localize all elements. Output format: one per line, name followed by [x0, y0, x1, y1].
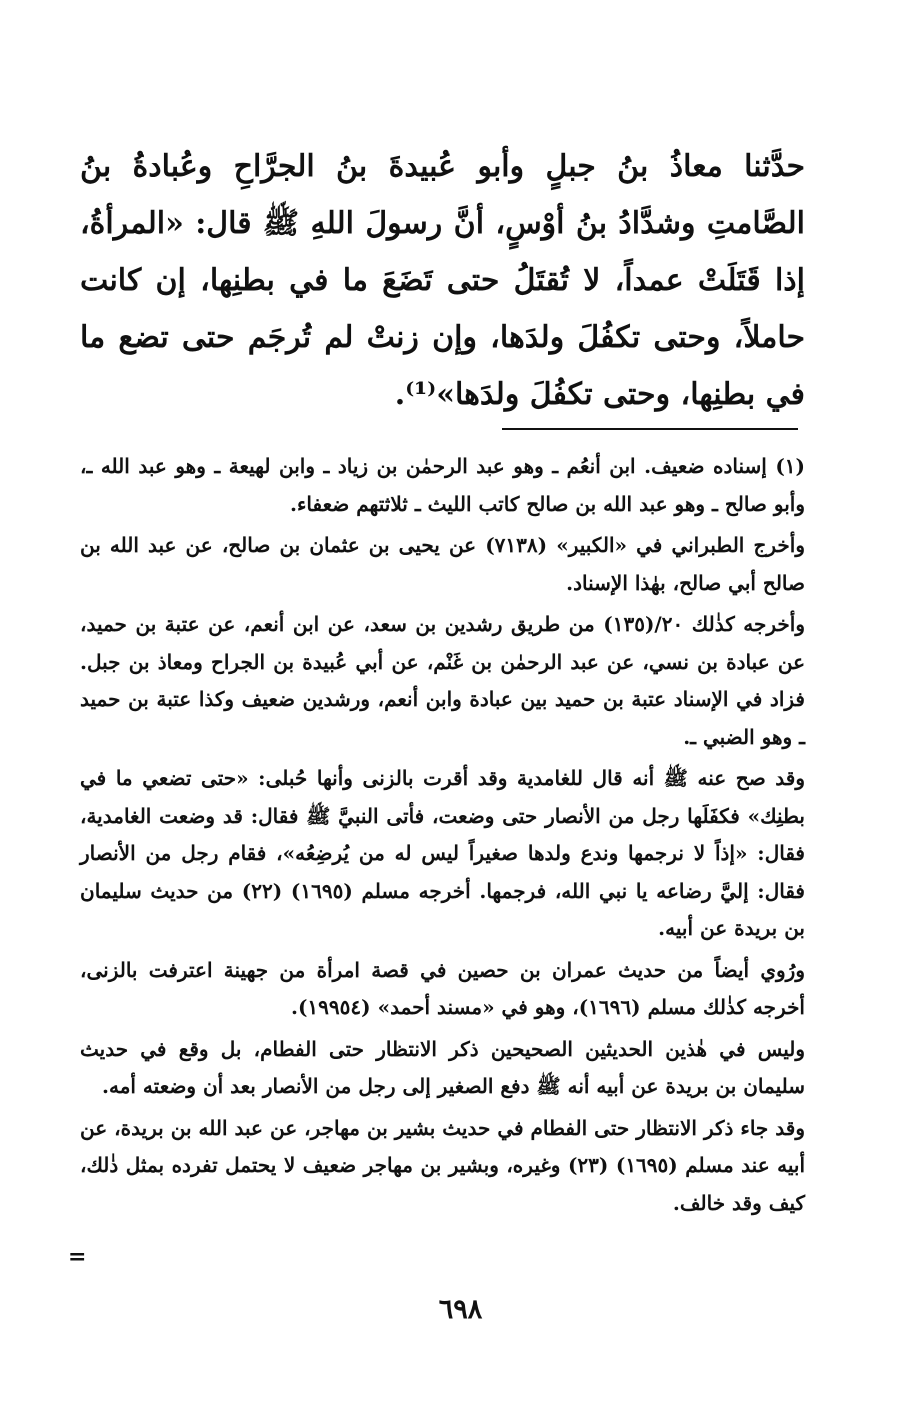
- continuation-mark: =: [68, 1244, 87, 1270]
- footnote-paragraph: (١) إسناده ضعيف. ابن أنعُم ـ وهو عبد الرحمٰن بن زياد ـ وابن لهيعة ـ وهو عبد الله ـ، وأبو صالح ـ وهو عبد الله بن صالح كاتب الليث ـ ثلاثتهم ضعفاء.: [80, 454, 805, 516]
- footnote-paragraph: ورُوي أيضاً من حديث عمران بن حصين في قصة امرأة من جهينة اعترفت بالزنى، أخرجه كذٰلك مسلم (١٦٩٦)، وهو في «مسند أحمد» (١٩٩٥٤).: [80, 957, 805, 1019]
- page-number: ٦٩٨: [438, 1294, 483, 1325]
- hadith-text: حدَّثنا معاذُ بنُ جبلٍ وأبو عُبيدةَ بنُ الجرَّاحِ وعُبادةُ بنُ الصَّامتِ وشدَّادُ بنُ أوْسٍ، أنَّ رسولَ اللهِ ﷺ قال: «المرأةُ، إذا قَتَلَتْ عمداً، لا تُقتَلُ حتى تَضَعَ ما في بطنِها، إن كانت حاملاً، وحتى تكفُلَ ولدَها، وإن زنتْ لم تُرجَم حتى تضع ما في بطنِها، وحتى تكفُلَ ولدَها»⁽¹⁾.: [80, 149, 805, 412]
- footnote-paragraph: وقد جاء ذكر الانتظار حتى الفطام في حديث بشير بن مهاجر، عن عبد الله بن بريدة، عن أبيه عند مسلم (١٦٩٥) (٢٣) وغيره، وبشير بن مهاجر ضعيف لا يحتمل تفرده بمثل ذٰلك، كيف وقد خالف.: [80, 1115, 806, 1215]
- footnote-paragraph: وأخرج الطبراني في «الكبير» (٧١٣٨) عن يحيى بن عثمان بن صالح، عن عبد الله بن صالح أبي صالح، بهٰذا الإسناد.: [80, 533, 805, 595]
- footnotes: [80, 448, 805, 1226]
- footnote-paragraph: وأخرجه كذٰلك ٢٠/(١٣٥) من طريق رشدين بن سعد، عن ابن أنعم، عن عتبة بن حميد، عن عبادة بن نسي، عن عبد الرحمٰن بن غَنْم، عن أبي عُبيدة بن الجراح ومعاذ بن جبل. فزاد في الإسناد عتبة بن حميد بين عبادة وابن أنعم، ورشدين ضعيف وكذا عتبة بن حميد ـ وهو الضبي ـ.: [80, 612, 805, 749]
- footnote-separator: [502, 428, 798, 430]
- footnote-paragraph: وليس في هٰذين الحديثين الصحيحين ذكر الانتظار حتى الفطام، بل وقع في حديث سليمان بن بريدة عن أبيه أنه ﷺ دفع الصغير إلى رجل من الأنصار بعد أن وضعته أمه.: [80, 1036, 805, 1098]
- footnote-paragraph: وقد صح عنه ﷺ أنه قال للغامدية وقد أقرت بالزنى وأنها حُبلى: «حتى تضعي ما في بطنِك» فكفَلَها رجل من الأنصار حتى وضعت، فأتى النبيَّ ﷺ فقال: قد وضعت الغامدية، فقال: «إذاً لا نرجمها وندع ولدها صغيراً ليس له من يُرضِعُه»، فقام رجل من الأنصار فقال: إليَّ رضاعه يا نبي الله، فرجمها. أخرجه مسلم (١٦٩٥) (٢٢) من حديث سليمان بن بريدة عن أبيه.: [80, 766, 805, 940]
